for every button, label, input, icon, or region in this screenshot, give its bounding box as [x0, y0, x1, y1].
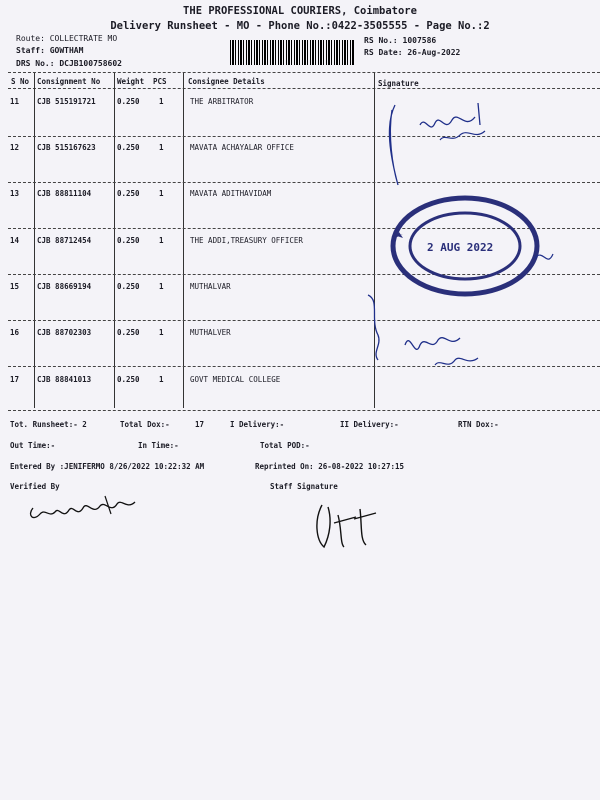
rtn-dox: RTN Dox:-: [458, 420, 499, 429]
row-weight: 0.250: [117, 97, 140, 106]
row-weight: 0.250: [117, 189, 140, 198]
row-pcs: 1: [159, 143, 164, 152]
row-rule: [8, 320, 600, 321]
table-top-rule: [8, 72, 600, 73]
entered-by: Entered By :JENIFERMO 8/26/2022 10:22:32 AM: [10, 462, 205, 471]
row-sno: 16: [10, 328, 20, 337]
row-weight: 0.250: [117, 375, 140, 384]
table-bottom-rule: [8, 410, 600, 411]
verified-by: Verified By: [10, 482, 60, 491]
col-pcs: PCS: [153, 77, 167, 86]
row-consignee: MAVATA ACHAYALAR OFFICE: [190, 143, 294, 152]
rs-number: RS No.: 1007586: [364, 36, 437, 45]
row-consignee: GOVT MEDICAL COLLEGE: [190, 375, 281, 384]
row-sno: 12: [10, 143, 20, 152]
out-time: Out Time:-: [10, 441, 56, 450]
row-pcs: 1: [159, 97, 164, 106]
barcode: [230, 40, 355, 65]
row-rule: [8, 136, 600, 137]
reprinted-on: Reprinted On: 26-08-2022 10:27:15: [255, 462, 405, 471]
row-consignee: THE ARBITRATOR: [190, 97, 254, 106]
col-signature: Signature: [378, 79, 419, 88]
row-pcs: 1: [159, 375, 164, 384]
row-consignment: CJB 88702303: [37, 328, 92, 337]
row-sno: 14: [10, 236, 20, 245]
row-pcs: 1: [159, 236, 164, 245]
row-consignee: MUTHALVAR: [190, 282, 231, 291]
row-rule: [8, 366, 600, 367]
total-pod: Total POD:-: [260, 441, 310, 450]
in-time: In Time:-: [138, 441, 179, 450]
table-header-rule: [8, 88, 600, 89]
rs-date: RS Date: 26-Aug-2022: [364, 48, 461, 57]
total-dox-label: Total Dox:-: [120, 420, 170, 429]
row-pcs: 1: [159, 282, 164, 291]
row-sno: 15: [10, 282, 20, 291]
total-dox-value: 17: [195, 420, 205, 429]
row-consignee: MUTHALVER: [190, 328, 231, 337]
staff-signature: [310, 495, 390, 555]
row-consignee: MAVATA ADITHAVIDAM: [190, 189, 272, 198]
staff-signature-label: Staff Signature: [270, 482, 338, 491]
row-consignment: CJB 88669194: [37, 282, 92, 291]
row-weight: 0.250: [117, 282, 140, 291]
delivery-stamp: [385, 188, 555, 303]
ii-delivery: II Delivery:-: [340, 420, 399, 429]
runsheet-subtitle: Delivery Runsheet - MO - Phone No.:0422-3505555 - Page No.:2: [110, 20, 490, 32]
col-consignee: Consignee Details: [188, 77, 265, 86]
staff-label: Staff: GOWTHAM: [16, 46, 84, 55]
row-rule: [8, 182, 600, 183]
row-weight: 0.250: [117, 328, 140, 337]
row-consignment: CJB 88811104: [37, 189, 92, 198]
tot-runsheet: Tot. Runsheet:- 2: [10, 420, 87, 429]
row-sno: 13: [10, 189, 20, 198]
row-pcs: 1: [159, 328, 164, 337]
drs-label: DRS No.: DCJB100758602: [16, 59, 122, 68]
col-consignment: Consignment No: [37, 77, 101, 86]
i-delivery: I Delivery:-: [230, 420, 285, 429]
col-sno: S No: [11, 77, 30, 86]
col-weight: Weight: [117, 77, 145, 86]
company-title: THE PROFESSIONAL COURIERS, Coimbatore: [183, 5, 417, 17]
row-consignment: CJB 88712454: [37, 236, 92, 245]
row-weight: 0.250: [117, 143, 140, 152]
route-label: Route: COLLECTRATE MO: [16, 34, 118, 43]
signature-scribble: [380, 95, 500, 195]
verifier-signature: [25, 490, 145, 530]
col-divider: [114, 73, 115, 408]
stamp-date: 2 AUG 2022: [427, 241, 494, 254]
col-divider: [183, 73, 184, 408]
row-consignment: CJB 515167623: [37, 143, 96, 152]
col-divider: [34, 73, 35, 408]
row-consignment: CJB 515191721: [37, 97, 96, 106]
signature-scribble: [360, 290, 500, 380]
row-consignee: THE ADDI,TREASURY OFFICER: [190, 236, 303, 245]
row-consignment: CJB 88841013: [37, 375, 92, 384]
row-pcs: 1: [159, 189, 164, 198]
row-sno: 17: [10, 375, 20, 384]
row-weight: 0.250: [117, 236, 140, 245]
row-sno: 11: [10, 97, 20, 106]
